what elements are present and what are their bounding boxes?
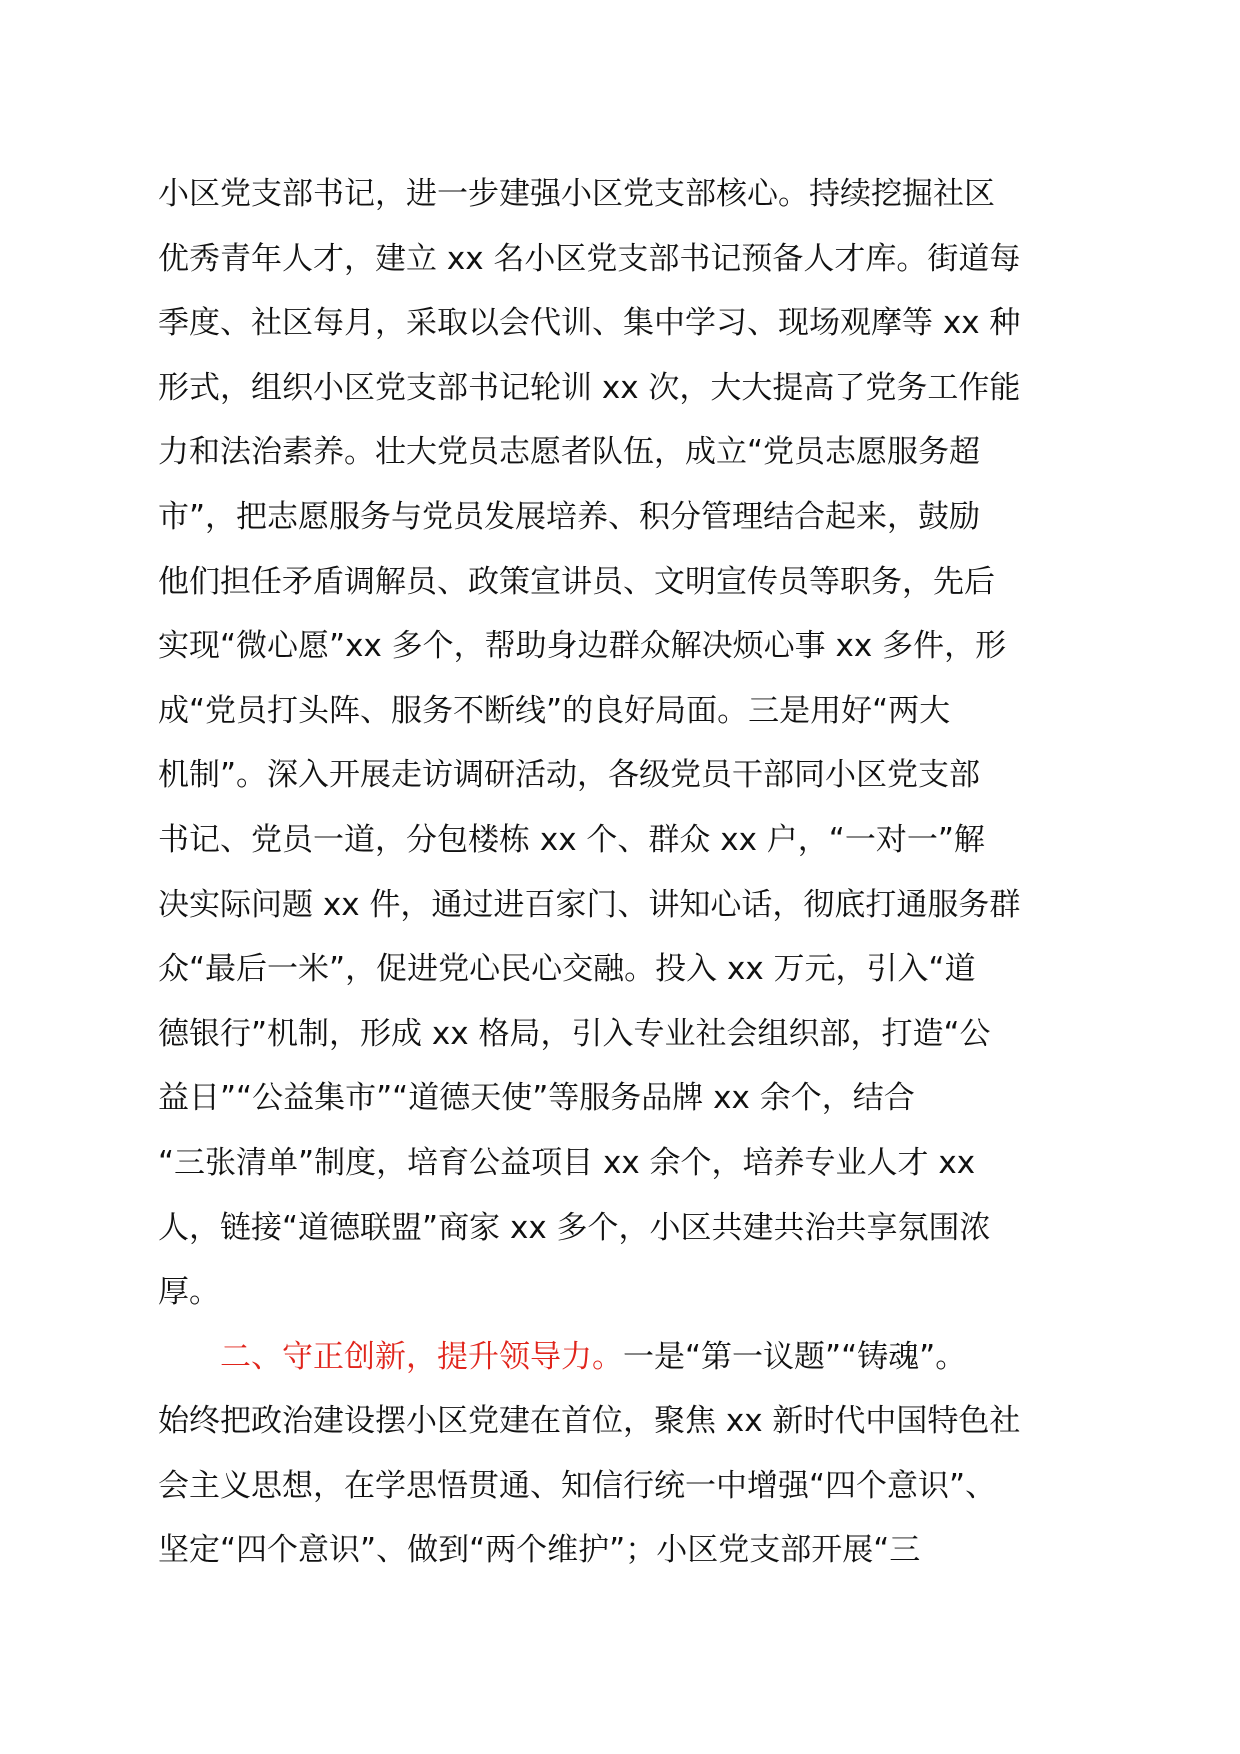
text-line: 机制”。深入开展走访调研活动，各级党员干部同小区党支部 — [158, 757, 981, 794]
text-line: 厚。 — [158, 1274, 220, 1311]
section-heading-continuation: 一是“第一议题”“铸魂”。 — [623, 1338, 967, 1375]
text-line: 市”，把志愿服务与党员发展培养、积分管理结合起来，鼓励 — [158, 498, 981, 535]
text-line: 形式，组织小区党支部书记轮训 xx 次，大大提高了党务工作能 — [158, 369, 1021, 406]
text-line: 书记、党员一道，分包楼栋 xx 个、群众 xx 户，“一对一”解 — [158, 821, 985, 858]
paragraph-2 — [158, 1325, 1088, 1583]
text-line: 人，链接“道德联盟”商家 xx 多个，小区共建共治共享氛围浓 — [158, 1209, 991, 1246]
paragraph-2-first-line — [158, 1325, 1088, 1390]
document-body — [158, 162, 1088, 1583]
text-line: 坚定“四个意识”、做到“两个维护”；小区党支部开展“三 — [158, 1532, 921, 1569]
text-line: 众“最后一米”，促进党心民心交融。投入 xx 万元，引入“道 — [158, 951, 976, 988]
text-line: 会主义思想，在学思悟贯通、知信行统一中增强“四个意识”、 — [158, 1467, 997, 1504]
text-line: 成“党员打头阵、服务不断线”的良好局面。三是用好“两大 — [158, 692, 951, 729]
text-line: 力和法治素养。壮大党员志愿者队伍，成立“党员志愿服务超 — [158, 434, 981, 471]
text-line: “三张清单”制度，培育公益项目 xx 余个，培养专业人才 xx — [158, 1144, 976, 1181]
text-line: 他们担任矛盾调解员、政策宣讲员、文明宣传员等职务，先后 — [158, 563, 995, 600]
text-line: 小区党支部书记，进一步建强小区党支部核心。持续挖掘社区 — [158, 176, 995, 212]
section-heading: 二、守正创新，提升领导力。 — [220, 1338, 623, 1375]
text-line: 优秀青年人才，建立 xx 名小区党支部书记预备人才库。街道每 — [158, 240, 1021, 277]
text-line: 决实际问题 xx 件，通过进百家门、讲知心话，彻底打通服务群 — [158, 886, 1021, 923]
text-line: 德银行”机制，形成 xx 格局，引入专业社会组织部，打造“公 — [158, 1015, 991, 1052]
text-line: 实现“微心愿”xx 多个，帮助身边群众解决烦心事 xx 多件，形 — [158, 628, 1007, 665]
paragraph-1 — [158, 162, 1088, 1325]
text-line: 益日”“公益集市”“道德天使”等服务品牌 xx 余个，结合 — [158, 1080, 915, 1117]
text-line: 季度、社区每月，采取以会代训、集中学习、现场观摩等 xx 种 — [158, 305, 1021, 342]
text-line: 始终把政治建设摆小区党建在首位，聚焦 xx 新时代中国特色社 — [158, 1403, 1021, 1440]
